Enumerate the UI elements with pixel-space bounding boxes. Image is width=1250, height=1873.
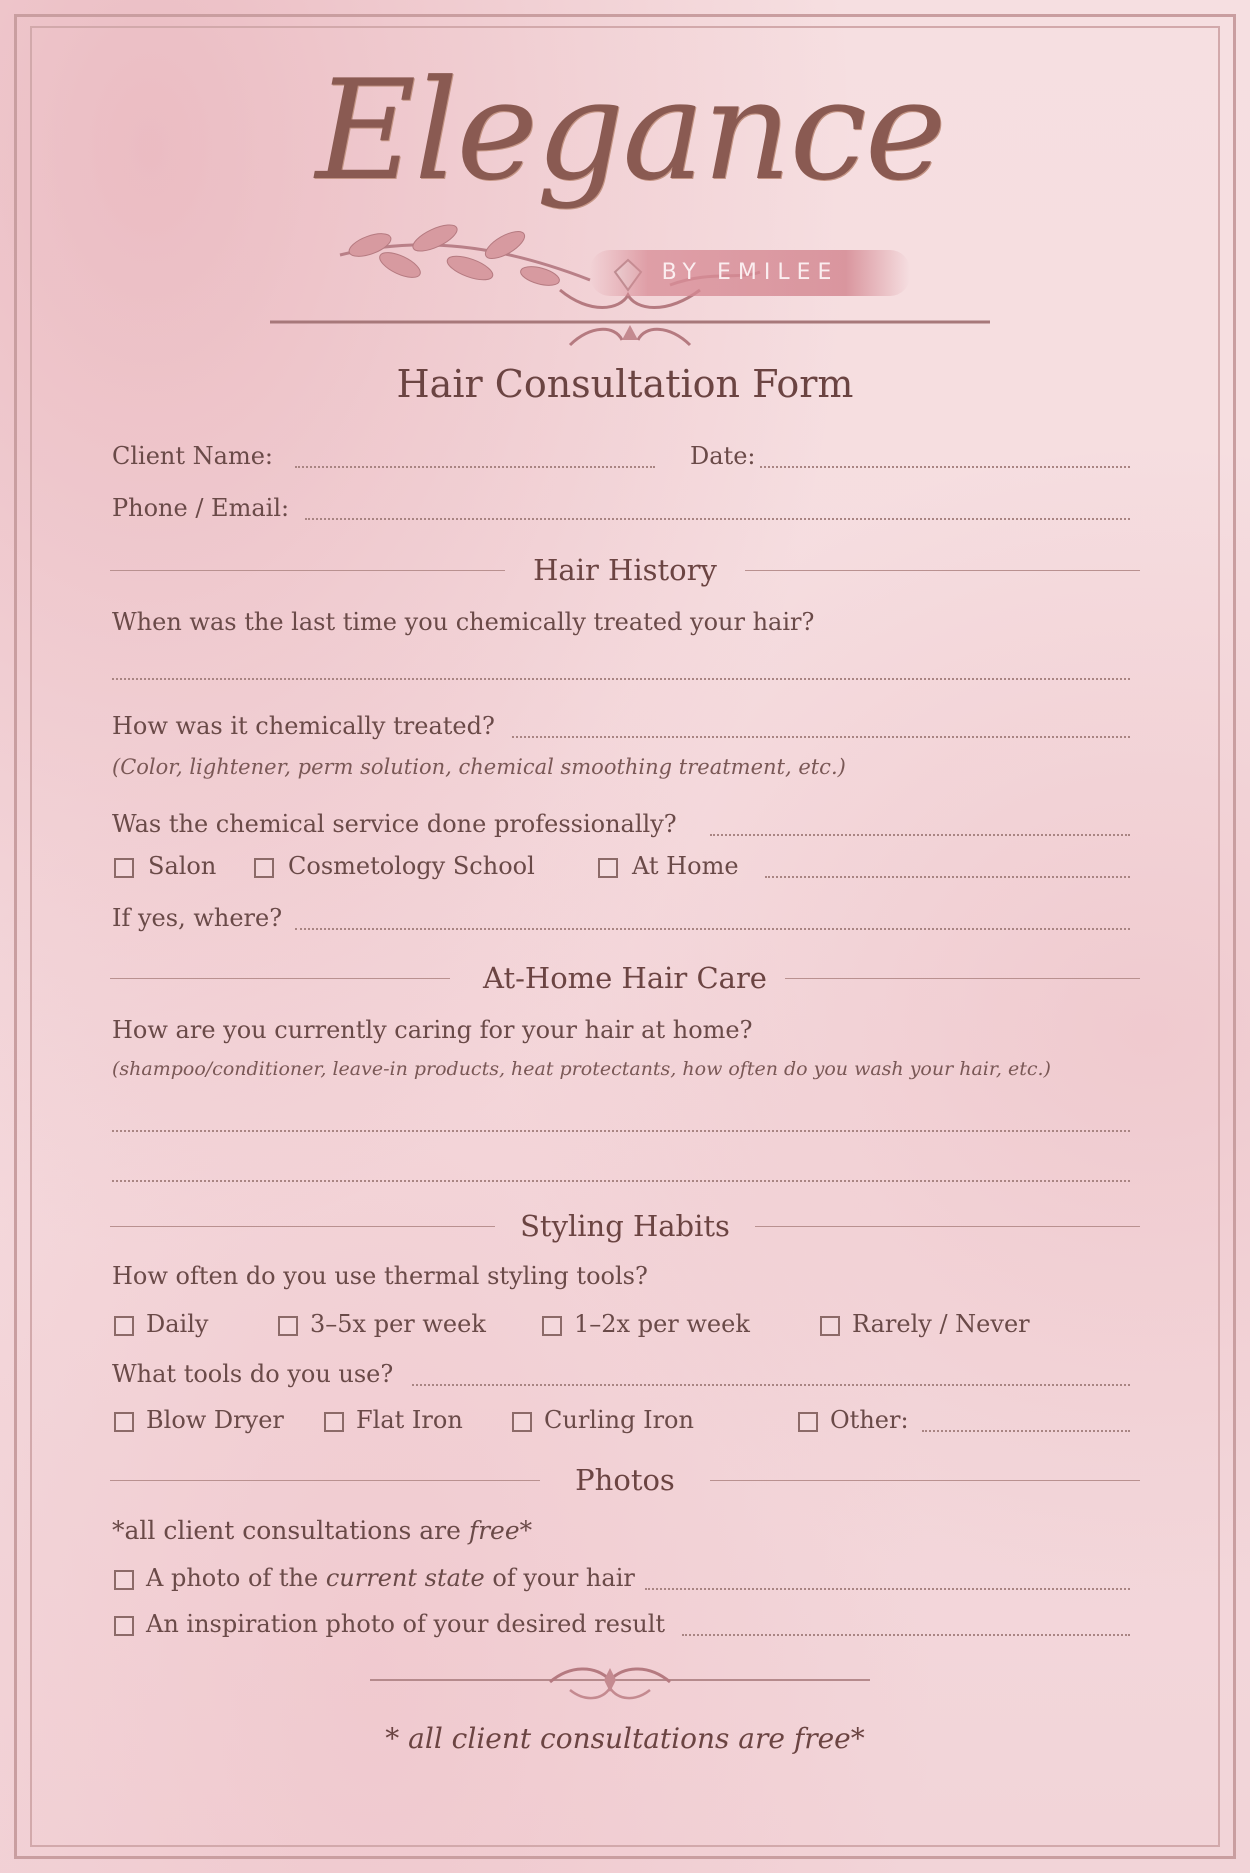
q-last-chemical-treatment: When was the last time you chemically treated your hair? [112,608,815,636]
checkbox-3-5x[interactable] [278,1316,298,1336]
form-title: Hair Consultation Form [396,362,854,406]
photo-current-state: A photo of the current state of your hair [146,1564,635,1592]
home-care-note: (shampoo/conditioner, leave-in products, heat protectants, how often do you wash your hair, etc.) [112,1058,1051,1080]
checkbox-salon[interactable] [114,858,134,878]
photos-heading: Photos [575,1463,675,1497]
brand-subtitle: BY EMILEE [590,250,910,296]
checkbox-daily[interactable] [114,1316,134,1336]
tools-field[interactable] [412,1384,1130,1386]
professional-field[interactable] [710,834,1130,836]
other-tool-field[interactable] [922,1430,1130,1432]
photo-inspiration: An inspiration photo of your desired result [146,1610,666,1638]
option-1-2x: 1–2x per week [574,1310,750,1338]
checkbox-other[interactable] [798,1412,818,1432]
q-tools-used: What tools do you use? [112,1360,394,1388]
date-field[interactable] [760,466,1130,468]
checkbox-blow-dryer[interactable] [114,1412,134,1432]
checkbox-inspiration-photo[interactable] [114,1616,134,1636]
hair-history-heading: Hair History [533,553,717,587]
current-photo-field[interactable] [645,1588,1130,1590]
section-home-care [110,958,1140,998]
checkbox-1-2x[interactable] [542,1316,562,1336]
home-care-field-1[interactable] [112,1130,1130,1132]
brand-name: Elegance [315,50,945,211]
q-home-care: How are you currently caring for your hair at home? [112,1016,753,1044]
checkbox-flat-iron[interactable] [324,1412,344,1432]
last-treatment-field[interactable] [112,678,1130,680]
how-treated-note: (Color, lightener, perm solution, chemical smoothing treatment, etc.) [112,755,846,779]
inspiration-photo-field[interactable] [682,1634,1130,1636]
phone-email-label: Phone / Email: [112,494,290,522]
option-other: Other: [830,1406,909,1434]
option-daily: Daily [146,1310,209,1338]
home-care-heading: At-Home Hair Care [483,961,767,995]
footer-note: * all client consultations are free* [385,1722,865,1755]
phone-email-field[interactable] [305,518,1130,520]
styling-heading: Styling Habits [520,1209,730,1243]
brand-logo [270,40,990,360]
checkbox-rarely-never[interactable] [820,1316,840,1336]
section-styling [110,1206,1140,1246]
checkbox-cosmetology-school[interactable] [254,858,274,878]
option-at-home: At Home [632,852,739,880]
option-curling-iron: Curling Iron [544,1406,694,1434]
q-if-yes-where: If yes, where? [112,904,283,932]
option-flat-iron: Flat Iron [356,1406,463,1434]
where-field[interactable] [295,928,1130,930]
option-rarely-never: Rarely / Never [852,1310,1030,1338]
chemical-service-field[interactable] [765,876,1130,878]
date-label: Date: [690,442,756,470]
section-hair-history [110,550,1140,590]
client-name-label: Client Name: [112,442,274,470]
q-thermal-tools-frequency: How often do you use thermal styling tools? [112,1262,648,1290]
option-salon: Salon [148,852,217,880]
checkbox-current-photo[interactable] [114,1570,134,1590]
how-treated-field[interactable] [512,736,1130,738]
client-name-field[interactable] [295,466,655,468]
q-done-professionally: Was the chemical service done professionally? [112,810,677,838]
option-3-5x: 3–5x per week [310,1310,486,1338]
checkbox-at-home[interactable] [598,858,618,878]
option-blow-dryer: Blow Dryer [146,1406,284,1434]
q-how-treated: How was it chemically treated? [112,712,495,740]
section-photos [110,1460,1140,1500]
free-consultation-note: *all client consultations are free* [112,1516,533,1545]
option-cosmetology-school: Cosmetology School [288,852,535,880]
footer-flourish [370,1660,870,1710]
checkbox-curling-iron[interactable] [512,1412,532,1432]
home-care-field-2[interactable] [112,1180,1130,1182]
